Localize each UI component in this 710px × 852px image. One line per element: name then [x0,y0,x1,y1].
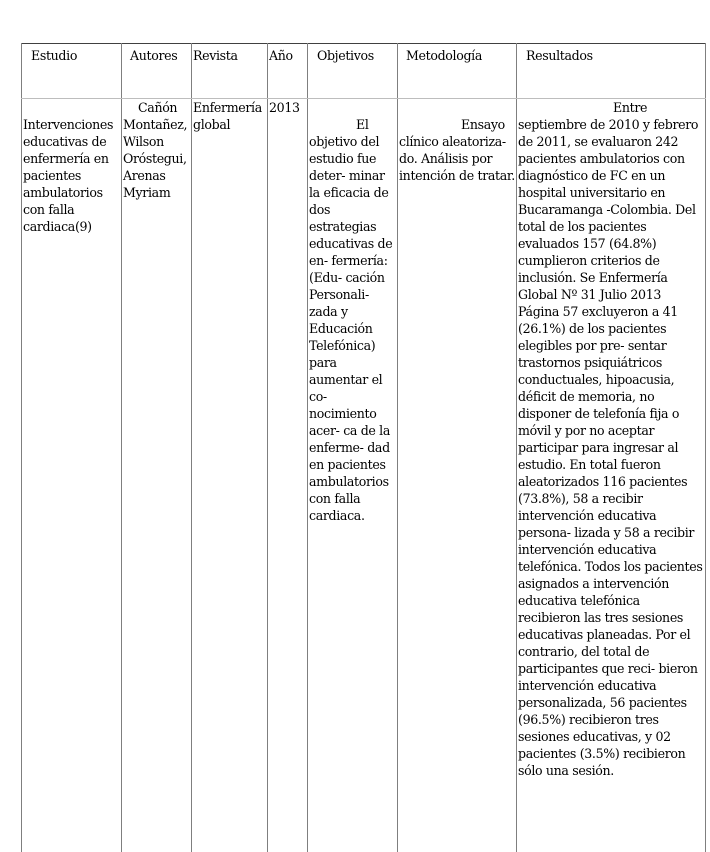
cell-revista [192,99,268,852]
cell-estudio-text: Intervenciones educativas de enfermería en pacientes ambulatorios con falla cardiaca(9) [23,116,120,235]
header-autores [122,44,192,99]
table-header-row [22,44,706,99]
cell-estudio [22,99,122,852]
header-revista [192,44,268,99]
table-row [22,99,706,852]
header-metodologia-label: Metodología [399,47,515,64]
cell-revista-text: Enfermería global [193,99,266,133]
cell-anio [268,99,308,852]
cell-metodologia-text: Ensayo clínico aleatoriza- do. Análisis por intención de tratar. [399,116,515,184]
cell-resultados [517,99,706,852]
header-objetivos [308,44,398,99]
cell-objetivos [308,99,398,852]
header-estudio [22,44,122,99]
header-resultados [517,44,706,99]
header-anio-label: Año [269,47,306,64]
cell-autores [122,99,192,852]
cell-autores-text: Cañón Montañez, Wilson Oróstegui, Arenas Myriam [123,99,190,201]
header-objetivos-label: Objetivos [309,47,396,64]
header-resultados-label: Resultados [518,47,704,64]
header-revista-label: Revista [193,47,266,64]
header-anio [268,44,308,99]
cell-resultados-text: Entre septiembre de 2010 y febrero de 2011, se evaluaron 242 pacientes ambulatorios con diagnóstico de FC en un hospital universitario en Bucaramanga -Colombia. Del total de los pacientes evaluados 157 (64.8%) cumplieron criterios de inclusión. Se Enfermería Global Nº 31 Julio 2013 Página 57 excluyeron a 41 (26.1%) de los pacientes elegibles por pre- sentar trastornos psiquiátricos conductuales, hipoacusia, déficit de memoria, no disponer de telefonía fija o móvil y por no aceptar participar para ingresar al estudio. En total fueron aleatorizados 116 pacientes (73.8%), 58 a recibir intervención educativa persona- lizada y 58 a recibir intervención educativa telefónica. Todos los pacientes asignados a intervención educativa telefónica recibieron las tres sesiones educativas planeadas. Por el contrario, del total de participantes que reci- bieron intervención educativa personalizada, 56 pacientes (96.5%) recibieron tres sesiones educativas, y 02 pacientes (3.5%) recibieron sólo una sesión. [518,99,704,779]
literature-review-table [21,43,706,852]
cell-metodologia [398,99,517,852]
cell-objetivos-text: El objetivo del estudio fue deter- minar la eficacia de dos estrategias educativas de en- fermería: (Edu- cación Personali- zada y Educación Telefónica) para aumentar el co- nocimiento acer- ca de la enferme- dad en pacientes ambulatorios con falla cardiaca. [309,116,396,524]
header-autores-label: Autores [123,47,190,64]
cell-anio-text: 2013 [269,99,306,116]
header-estudio-label: Estudio [23,47,120,64]
header-metodologia [398,44,517,99]
